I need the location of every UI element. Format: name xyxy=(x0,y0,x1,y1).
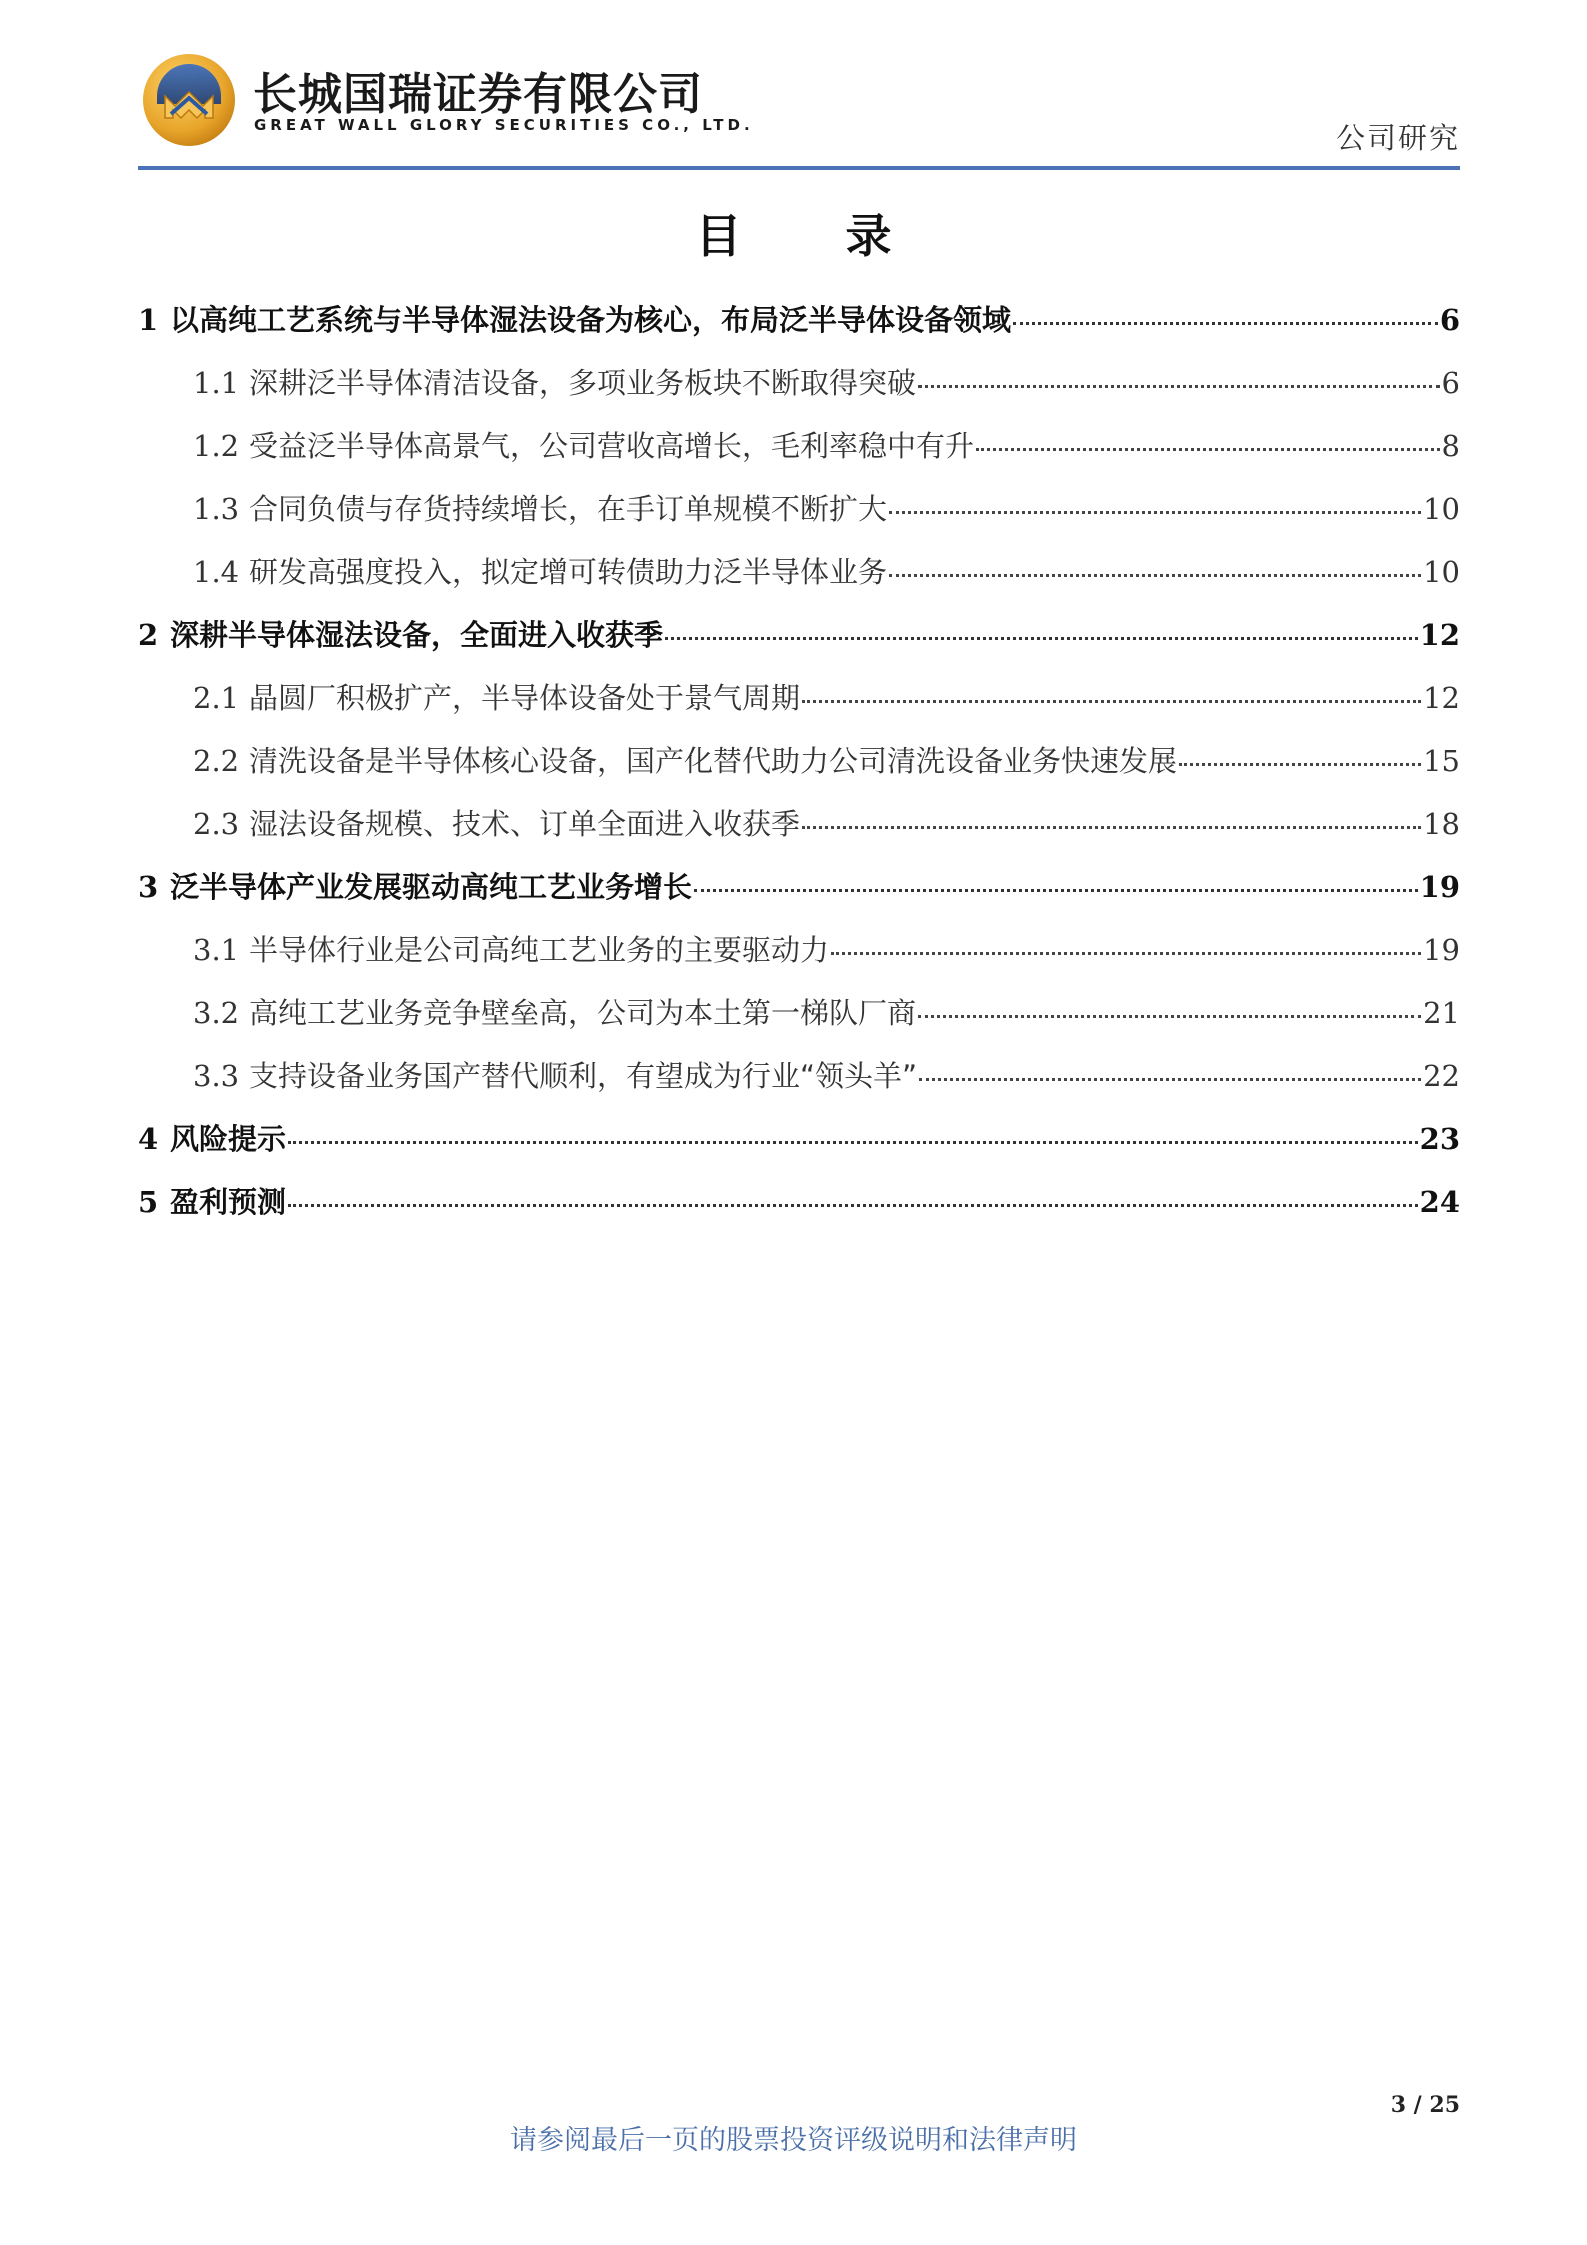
toc-entry-number: 3.1 xyxy=(193,933,240,967)
toc-entry-label: 深耕半导体湿法设备，全面进入收获季 xyxy=(170,618,664,652)
toc-entry-page: 19 xyxy=(1419,870,1460,904)
toc-entry[interactable] xyxy=(138,676,1460,739)
toc-entry-number: 1.1 xyxy=(193,366,240,400)
toc-entry[interactable] xyxy=(138,991,1460,1054)
toc-entry[interactable] xyxy=(138,361,1460,424)
dot-leader xyxy=(694,889,1418,892)
toc-entry-number: 1 xyxy=(138,303,159,337)
toc-entry[interactable] xyxy=(138,613,1460,676)
toc-entry-label: 湿法设备规模、技术、订单全面进入收获季 xyxy=(249,807,801,841)
toc-entry-label: 合同负债与存货持续增长，在手订单规模不断扩大 xyxy=(249,492,888,526)
toc-entry-number: 1.3 xyxy=(193,492,240,526)
toc-entry-number: 3.3 xyxy=(193,1059,240,1093)
toc-entry-label: 支持设备业务国产替代顺利，有望成为行业“领头羊” xyxy=(249,1059,918,1093)
toc-entry-number: 3.2 xyxy=(193,996,240,1030)
toc-entry[interactable] xyxy=(138,487,1460,550)
toc-entry-number: 2.1 xyxy=(193,681,240,715)
toc-entry-page: 6 xyxy=(1441,366,1460,400)
toc-entry-label: 深耕泛半导体清洁设备，多项业务板块不断取得突破 xyxy=(249,366,917,400)
legal-disclaimer: 请参阅最后一页的股票投资评级说明和法律声明 xyxy=(510,2125,1077,2156)
toc-entry[interactable] xyxy=(138,928,1460,991)
dot-leader xyxy=(1179,763,1421,766)
toc-entry-page: 18 xyxy=(1423,807,1460,841)
toc-entry-number: 2.2 xyxy=(193,744,240,778)
header-divider xyxy=(138,166,1460,170)
toc-entry-label: 泛半导体产业发展驱动高纯工艺业务增长 xyxy=(170,870,693,904)
company-name-cn: 长城国瑞证券有限公司 xyxy=(253,69,703,120)
toc-entry[interactable] xyxy=(138,424,1460,487)
toc-entry-page: 19 xyxy=(1423,933,1460,967)
dot-leader xyxy=(665,637,1418,640)
toc-entry-label: 半导体行业是公司高纯工艺业务的主要驱动力 xyxy=(249,933,830,967)
toc-entry-label: 受益泛半导体高景气，公司营收高增长，毛利率稳中有升 xyxy=(249,429,975,463)
toc-entry[interactable] xyxy=(138,1180,1460,1243)
toc-entry-label: 研发高强度投入，拟定增可转债助力泛半导体业务 xyxy=(249,555,888,589)
toc-entry-label: 以高纯工艺系统与半导体湿法设备为核心，布局泛半导体设备领域 xyxy=(170,303,1012,337)
dot-leader xyxy=(919,1078,1421,1081)
document-type-label: 公司研究 xyxy=(1335,121,1460,155)
dot-leader xyxy=(889,511,1421,514)
toc-entry-number: 3 xyxy=(138,870,159,904)
dot-leader xyxy=(802,826,1421,829)
toc-entry-label: 清洗设备是半导体核心设备，国产化替代助力公司清洗设备业务快速发展 xyxy=(249,744,1178,778)
toc-entry-page: 12 xyxy=(1423,681,1460,715)
toc-entry[interactable] xyxy=(138,1054,1460,1117)
toc-entry[interactable] xyxy=(138,1117,1460,1180)
dot-leader xyxy=(288,1141,1418,1144)
page-number: 3 / 25 xyxy=(1390,2092,1460,2118)
toc-entry-page: 10 xyxy=(1423,492,1460,526)
dot-leader xyxy=(918,1015,1421,1018)
toc-entry-page: 21 xyxy=(1423,996,1460,1030)
toc-entry[interactable] xyxy=(138,739,1460,802)
toc-entry-page: 24 xyxy=(1419,1185,1460,1219)
page-header xyxy=(138,50,1460,168)
toc-entry[interactable] xyxy=(138,298,1460,361)
toc-entry-page: 23 xyxy=(1419,1122,1460,1156)
toc-entry-label: 高纯工艺业务竞争壁垒高，公司为本土第一梯队厂商 xyxy=(249,996,917,1030)
dot-leader xyxy=(802,700,1421,703)
toc-entry-label: 晶圆厂积极扩产，半导体设备处于景气周期 xyxy=(249,681,801,715)
toc-entry-page: 15 xyxy=(1423,744,1460,778)
toc-title: 目 录 xyxy=(695,209,936,263)
dot-leader xyxy=(976,448,1440,451)
toc-entry-number: 2.3 xyxy=(193,807,240,841)
toc-entry-page: 6 xyxy=(1439,303,1460,337)
toc-entry-page: 8 xyxy=(1441,429,1460,463)
dot-leader xyxy=(918,385,1440,388)
table-of-contents xyxy=(138,298,1460,1243)
gwg-logo-icon xyxy=(141,52,237,148)
toc-entry[interactable] xyxy=(138,802,1460,865)
toc-entry-number: 1.2 xyxy=(193,429,240,463)
dot-leader xyxy=(288,1204,1418,1207)
toc-entry[interactable] xyxy=(138,865,1460,928)
toc-entry-number: 5 xyxy=(138,1185,159,1219)
toc-entry-label: 盈利预测 xyxy=(170,1185,287,1219)
toc-entry-page: 10 xyxy=(1423,555,1460,589)
toc-entry-number: 2 xyxy=(138,618,159,652)
dot-leader xyxy=(831,952,1421,955)
dot-leader xyxy=(1013,322,1438,325)
company-name-en: GREAT WALL GLORY SECURITIES CO., LTD. xyxy=(254,116,754,134)
toc-entry-number: 1.4 xyxy=(193,555,240,589)
toc-entry-page: 22 xyxy=(1423,1059,1460,1093)
dot-leader xyxy=(889,574,1421,577)
toc-entry-label: 风险提示 xyxy=(170,1122,287,1156)
toc-entry[interactable] xyxy=(138,550,1460,613)
toc-entry-page: 12 xyxy=(1419,618,1460,652)
toc-entry-number: 4 xyxy=(138,1122,159,1156)
